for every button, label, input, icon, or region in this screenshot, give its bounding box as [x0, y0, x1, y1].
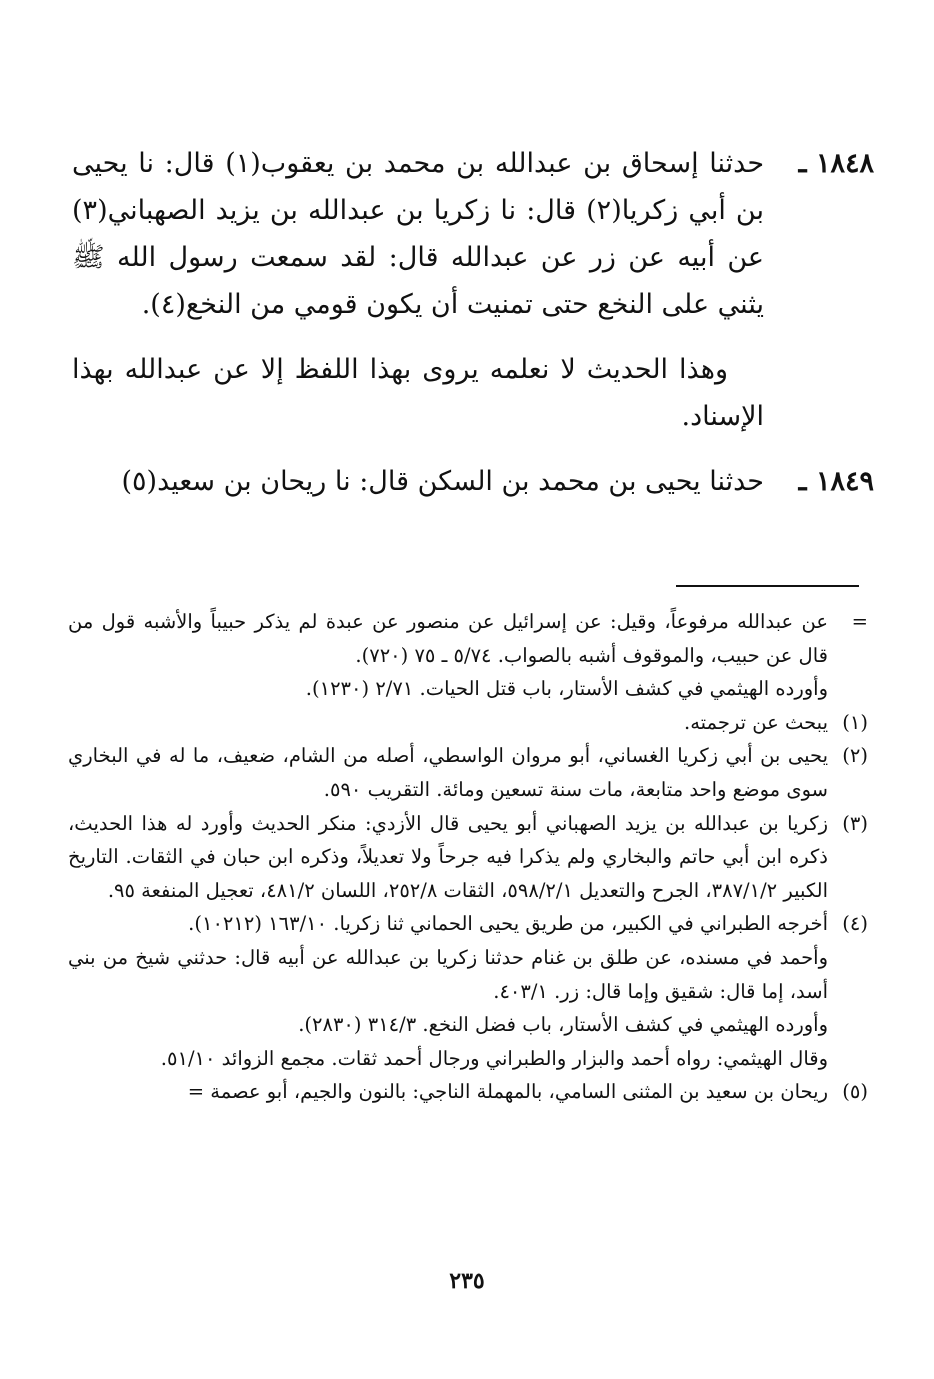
footnote-text: زكريا بن عبدالله بن يزيد الصهباني أبو يحيى قال الأزدي: منكر الحديث وأورد له هذا الحديث، ذكره ابن أبي حاتم والبخاري ولم يذكرا فيه جرحاً ولا تعديلاً، وذكره ابن حبان في الثقات. التاريخ الكبير ٣٨٧/١/٢، الجرح والتعديل ٥٩٨/٢/١، الثقات ٢٥٢/٨، اللسان ٤٨١/٢، تعجيل المنفعة ٩٥. [68, 811, 828, 902]
footnote-2 [68, 739, 868, 806]
footnote-marker: (١) [842, 710, 868, 734]
footnote-line: وقال الهيثمي: رواه أحمد والبزار والطبراني ورجال أحمد ثقات. مجمع الزوائد ٥١/١٠. [160, 1046, 828, 1070]
footnote-marker: (٥) [842, 1080, 868, 1104]
footnote-marker: (٤) [842, 912, 868, 936]
footnote-line: وأحمد في مسنده، عن طلق بن غنام حدثنا زكريا بن عبدالله عن أبيه قال: حدثني شيخ من بني أسد، إما قال: شقيق وإما قال: زر. ٤٠٣/١. [68, 945, 828, 1003]
footnote-3 [68, 807, 868, 908]
main-text [72, 140, 874, 523]
footnote-text: عن عبدالله مرفوعاً، وقيل: عن إسرائيل عن منصور عن عبدة لم يذكر حبيباً والأشبه قول من قال عن حبيب، والموقوف أشبه بالصواب. ٥/٧٤ ـ ٧٥ (٧٢٠). [68, 610, 828, 667]
footnote-line: وأورده الهيثمي في كشف الأستار، باب قتل الحيات. ٢/٧١ (١٢٣٠). [305, 677, 828, 701]
footnote-4 [68, 907, 868, 941]
hadith-text: حدثنا يحيى بن محمد بن السكن قال: نا ريحان بن سعيد(٥) [121, 466, 764, 497]
footnote-marker: (٢) [842, 744, 868, 768]
hadith-1848 [72, 140, 874, 328]
footnote-marker: (٣) [842, 811, 868, 835]
footnotes [68, 605, 868, 1109]
hadith-text: حدثنا إسحاق بن عبدالله بن محمد بن يعقوب(١) قال: نا يحيى بن أبي زكريا(٢) قال: نا زكريا بن عبدالله بن يزيد الصهباني(٣) عن أبيه عن زر عن عبدالله قال: لقد سمعت رسول الله ﷺ يثني على النخع حتى تمنيت أن يكون قومي من النخع(٤). [72, 148, 765, 320]
hadith-1849 [72, 458, 874, 505]
footnote-text: يبحث عن ترجمته. [684, 710, 828, 734]
footnote-5 [68, 1075, 868, 1109]
footnote-separator [676, 585, 859, 587]
footnote-text: ريحان بن سعيد بن المثنى السامي، بالمهملة الناجي: بالنون والجيم، أبو عصمة = [187, 1080, 828, 1104]
footnote-1 [68, 706, 868, 740]
footnote-line: وأورده الهيثمي في كشف الأستار، باب فضل النخع. ٣١٤/٣ (٢٨٣٠). [298, 1013, 828, 1037]
hadith-number: ١٨٤٨ ـ [798, 148, 874, 179]
footnote-marker: = [851, 610, 868, 633]
footnote-continuation [68, 605, 868, 672]
footnote-text: أخرجه الطبراني في الكبير، من طريق يحيى الحماني ثنا زكريا. ١٦٣/١٠ (١٠٢١٢). [188, 912, 828, 936]
editor-comment: وهذا الحديث لا نعلمه يروى بهذا اللفظ إلا عن عبدالله بهذا الإسناد. [72, 354, 764, 432]
hadith-number: ١٨٤٩ ـ [798, 466, 874, 497]
footnote-text: يحيى بن أبي زكريا الغساني، أبو مروان الواسطي، أصله من الشام، ضعيف، ما له في البخاري سوى موضع واحد متابعة، مات سنة تسعين ومائة. التقريب ٥٩٠. [68, 744, 828, 801]
page-number: ٢٣٥ [449, 1268, 485, 1294]
